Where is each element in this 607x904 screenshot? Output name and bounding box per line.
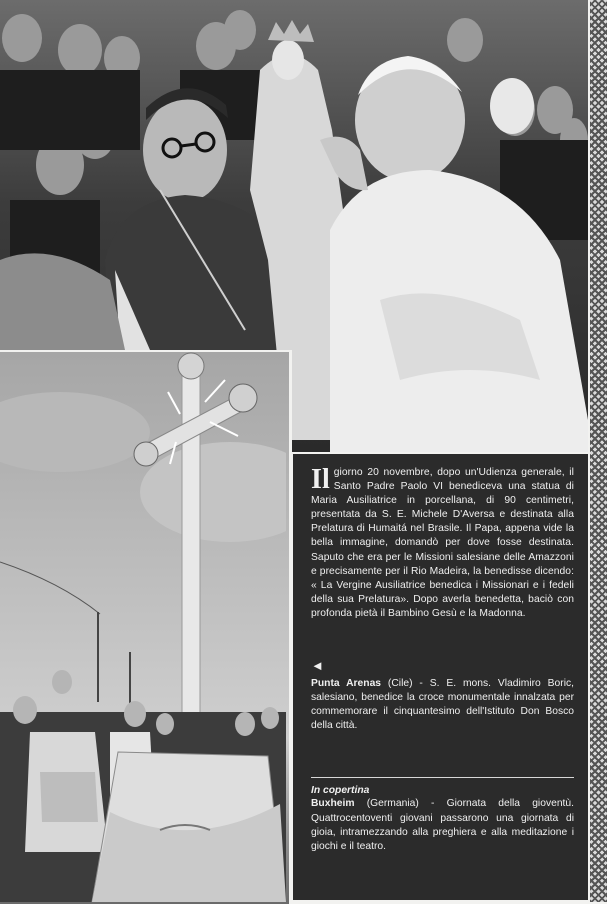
photo-cross-punta-arenas bbox=[0, 350, 292, 904]
cover-heading: In copertina bbox=[311, 785, 370, 797]
caption-place: Punta Arenas bbox=[311, 678, 382, 690]
text-panel bbox=[293, 454, 588, 900]
arrow-left-icon: ◄ bbox=[311, 658, 324, 674]
drop-cap: Il bbox=[311, 464, 330, 495]
divider bbox=[311, 777, 574, 778]
caption-text: (Cile) - S. E. mons. Vladimiro Boric, salesiano, benedice la croce monumentale innalzata per commemorare il cinquantesimo dell'Istituto Don Bosco della città. bbox=[311, 678, 574, 732]
halftone-edge-strip bbox=[590, 0, 607, 902]
article-text: giorno 20 novembre, dopo un'Udienza generale, il Santo Padre Paolo VI benediceva una statua di Maria Ausiliatrice in porcellana, di 90 centimetri, presentata da S. E. Michele D'Aversa e destinata alla Prelatura di Humaitá nel Brasile. Il Papa, appena vide la bella immagine, domandò per dove fosse destinata. Saputo che era per le Missioni salesiane delle Amazzoni e precisamente per il Rio Madeira, la benedisse dicendo: « La Vergine Ausiliatrice benedica i Missionari e i fedeli della sua Prelatura». Dopo averla benedetta, baciò con profonda pietà il Bambino Gesù e la Madonna. bbox=[311, 467, 574, 619]
caption-punta-arenas bbox=[311, 677, 574, 733]
caption-cover bbox=[311, 797, 574, 853]
cover-place: Buxheim bbox=[311, 798, 355, 810]
cover-text: (Germania) - Giornata della gioventù. Quattrocentoventi giovani passarono una giornata di gioia, intramezzando alla preghiera e alla meditazione i giochi e il teatro. bbox=[311, 798, 574, 852]
article-body bbox=[311, 466, 574, 621]
photo-bottom-drawing bbox=[0, 352, 286, 902]
